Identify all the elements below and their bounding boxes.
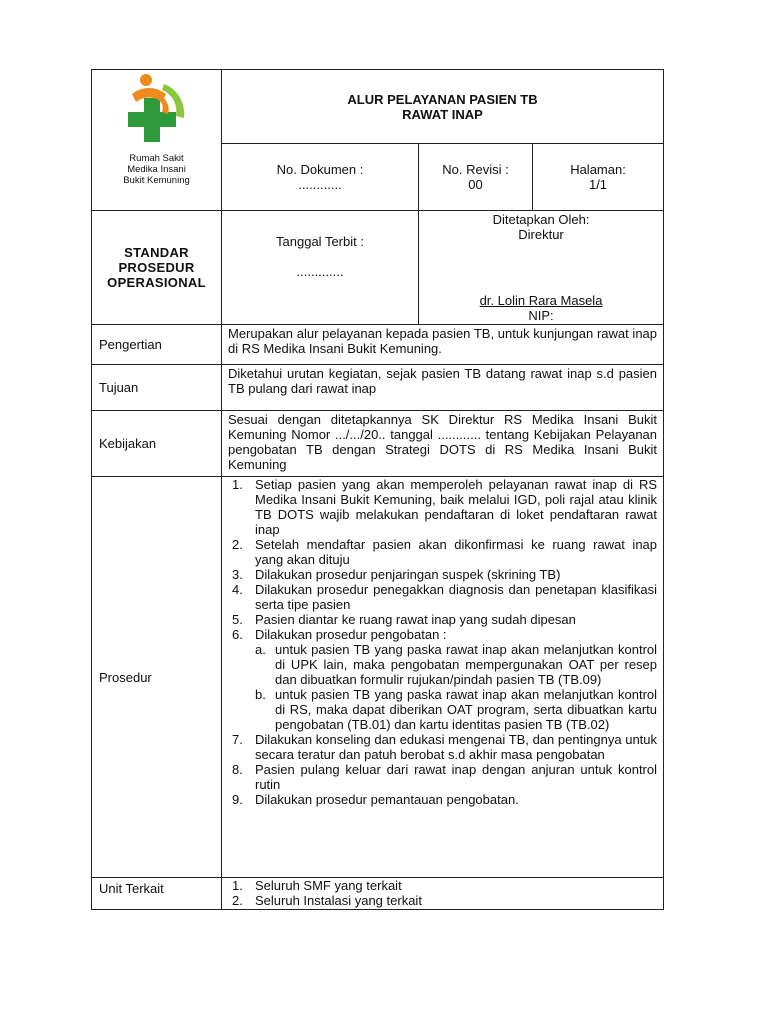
issue-date-value: ............. (296, 264, 344, 279)
doc-number-label: No. Dokumen : (276, 162, 364, 177)
hospital-name-line: Bukit Kemuning (123, 175, 190, 186)
title-line: RAWAT INAP (402, 106, 483, 122)
kebijakan-text: Sesuai dengan ditetapkannya SK Direktur RS Medika Insani Bukit Kemuning Nomor .../.../20.. tanggal ............ tentang Kebijakan Pelayanan pengobatan TB dengan Strategi DOTS di RS Medika Insani Bukit Kemuning (222, 411, 664, 477)
tujuan-label: Tujuan (92, 365, 222, 411)
prosedur-substeps (228, 642, 657, 732)
unit-terkait-label: Unit Terkait (92, 878, 222, 910)
document-title (222, 70, 664, 144)
list-item: 9. Dilakukan prosedur pemantauan pengobatan. (232, 792, 519, 807)
prosedur-steps (228, 477, 657, 642)
page-label: Halaman: (570, 162, 626, 177)
list-item: 6. Dilakukan prosedur pengobatan : (232, 627, 447, 642)
list-item: 3. Dilakukan prosedur penjaringan suspek (skrining TB) (232, 567, 561, 582)
list-item: b. untuk pasien TB yang paska rawat inap akan melanjutkan kontrol di RS, maka dapat diberikan OAT program, serta dibuatkan kartu pengobatan (TB.01) dan kartu identitas pasien TB (TB.02) (255, 687, 658, 732)
prosedur-label: Prosedur (92, 477, 222, 878)
hospital-name-line: Rumah Sakit (129, 153, 184, 164)
issue-date-label: Tanggal Terbit : (276, 234, 364, 249)
doc-number-value: ............ (298, 177, 342, 192)
page-value: 1/1 (588, 177, 608, 192)
sop-heading (92, 211, 222, 325)
list-item: 5. Pasien diantar ke ruang rawat inap yang sudah dipesan (232, 612, 576, 627)
approval-signer-name: dr. Lolin Rara Masela (479, 293, 603, 308)
sop-heading-line: STANDAR (124, 245, 189, 260)
revision-value: 00 (468, 177, 483, 192)
hospital-logo-icon (122, 72, 192, 144)
sop-heading-line: OPERASIONAL (107, 275, 206, 290)
list-item: a. untuk pasien TB yang paska rawat inap akan melanjutkan kontrol di UPK lain, maka pengobatan mempergunakan OAT per resep dan dibuatkan formulir rujukan/pindah pasien TB (TB.09) (255, 642, 658, 687)
revision-label: No. Revisi : (442, 162, 509, 177)
hospital-name-line: Medika Insani (127, 164, 186, 175)
list-item: 2. Setelah mendaftar pasien akan dikonfirmasi ke ruang rawat inap yang akan dituju (232, 537, 658, 567)
sop-document-table (91, 69, 664, 910)
kebijakan-label: Kebijakan (92, 411, 222, 477)
pengertian-text: Merupakan alur pelayanan kepada pasien TB, untuk kunjungan rawat inap di RS Medika Insani Bukit Kemuning. (222, 325, 664, 365)
prosedur-steps-cont (228, 732, 657, 807)
hospital-name (92, 153, 221, 186)
title-line: ALUR PELAYANAN PASIEN TB (347, 91, 538, 107)
unit-terkait-content (222, 878, 664, 910)
tujuan-text: Diketahui urutan kegiatan, sejak pasien TB datang rawat inap s.d pasien TB pulang dari rawat inap (222, 365, 664, 411)
list-item: 7. Dilakukan konseling dan edukasi mengenai TB, dan pentingnya untuk secara teratur dan patuh berobat s.d akhir masa pengobatan (232, 732, 658, 762)
approval-nip: NIP: (528, 308, 554, 323)
unit-terkait-list (228, 878, 657, 908)
pengertian-label: Pengertian (92, 325, 222, 365)
list-item: 1. Seluruh SMF yang terkait (232, 878, 402, 893)
list-item: 8. Pasien pulang keluar dari rawat inap dengan anjuran untuk kontrol rutin (232, 762, 658, 792)
logo-cell (92, 70, 222, 211)
doc-number-cell (222, 144, 419, 211)
list-item: 1. Setiap pasien yang akan memperoleh pelayanan rawat inap di RS Medika Insani Bukit Kemuning, baik melalui IGD, poli rajal atau klinik TB DOTS wajib melakukan pendaftaran di loket pendaftaran rawat inap (232, 477, 658, 537)
approval-role: Direktur (518, 227, 564, 242)
list-item: 4. Dilakukan prosedur penegakkan diagnosis dan penetapan klasifikasi serta tipe pasien (232, 582, 658, 612)
prosedur-content (222, 477, 664, 878)
sop-heading-line: PROSEDUR (118, 260, 195, 275)
page-cell (533, 144, 664, 211)
list-item: 2. Seluruh Instalasi yang terkait (232, 893, 422, 908)
revision-cell (419, 144, 533, 211)
issue-date-cell (222, 211, 419, 325)
approval-label: Ditetapkan Oleh: (492, 212, 590, 227)
approval-cell (419, 211, 664, 325)
